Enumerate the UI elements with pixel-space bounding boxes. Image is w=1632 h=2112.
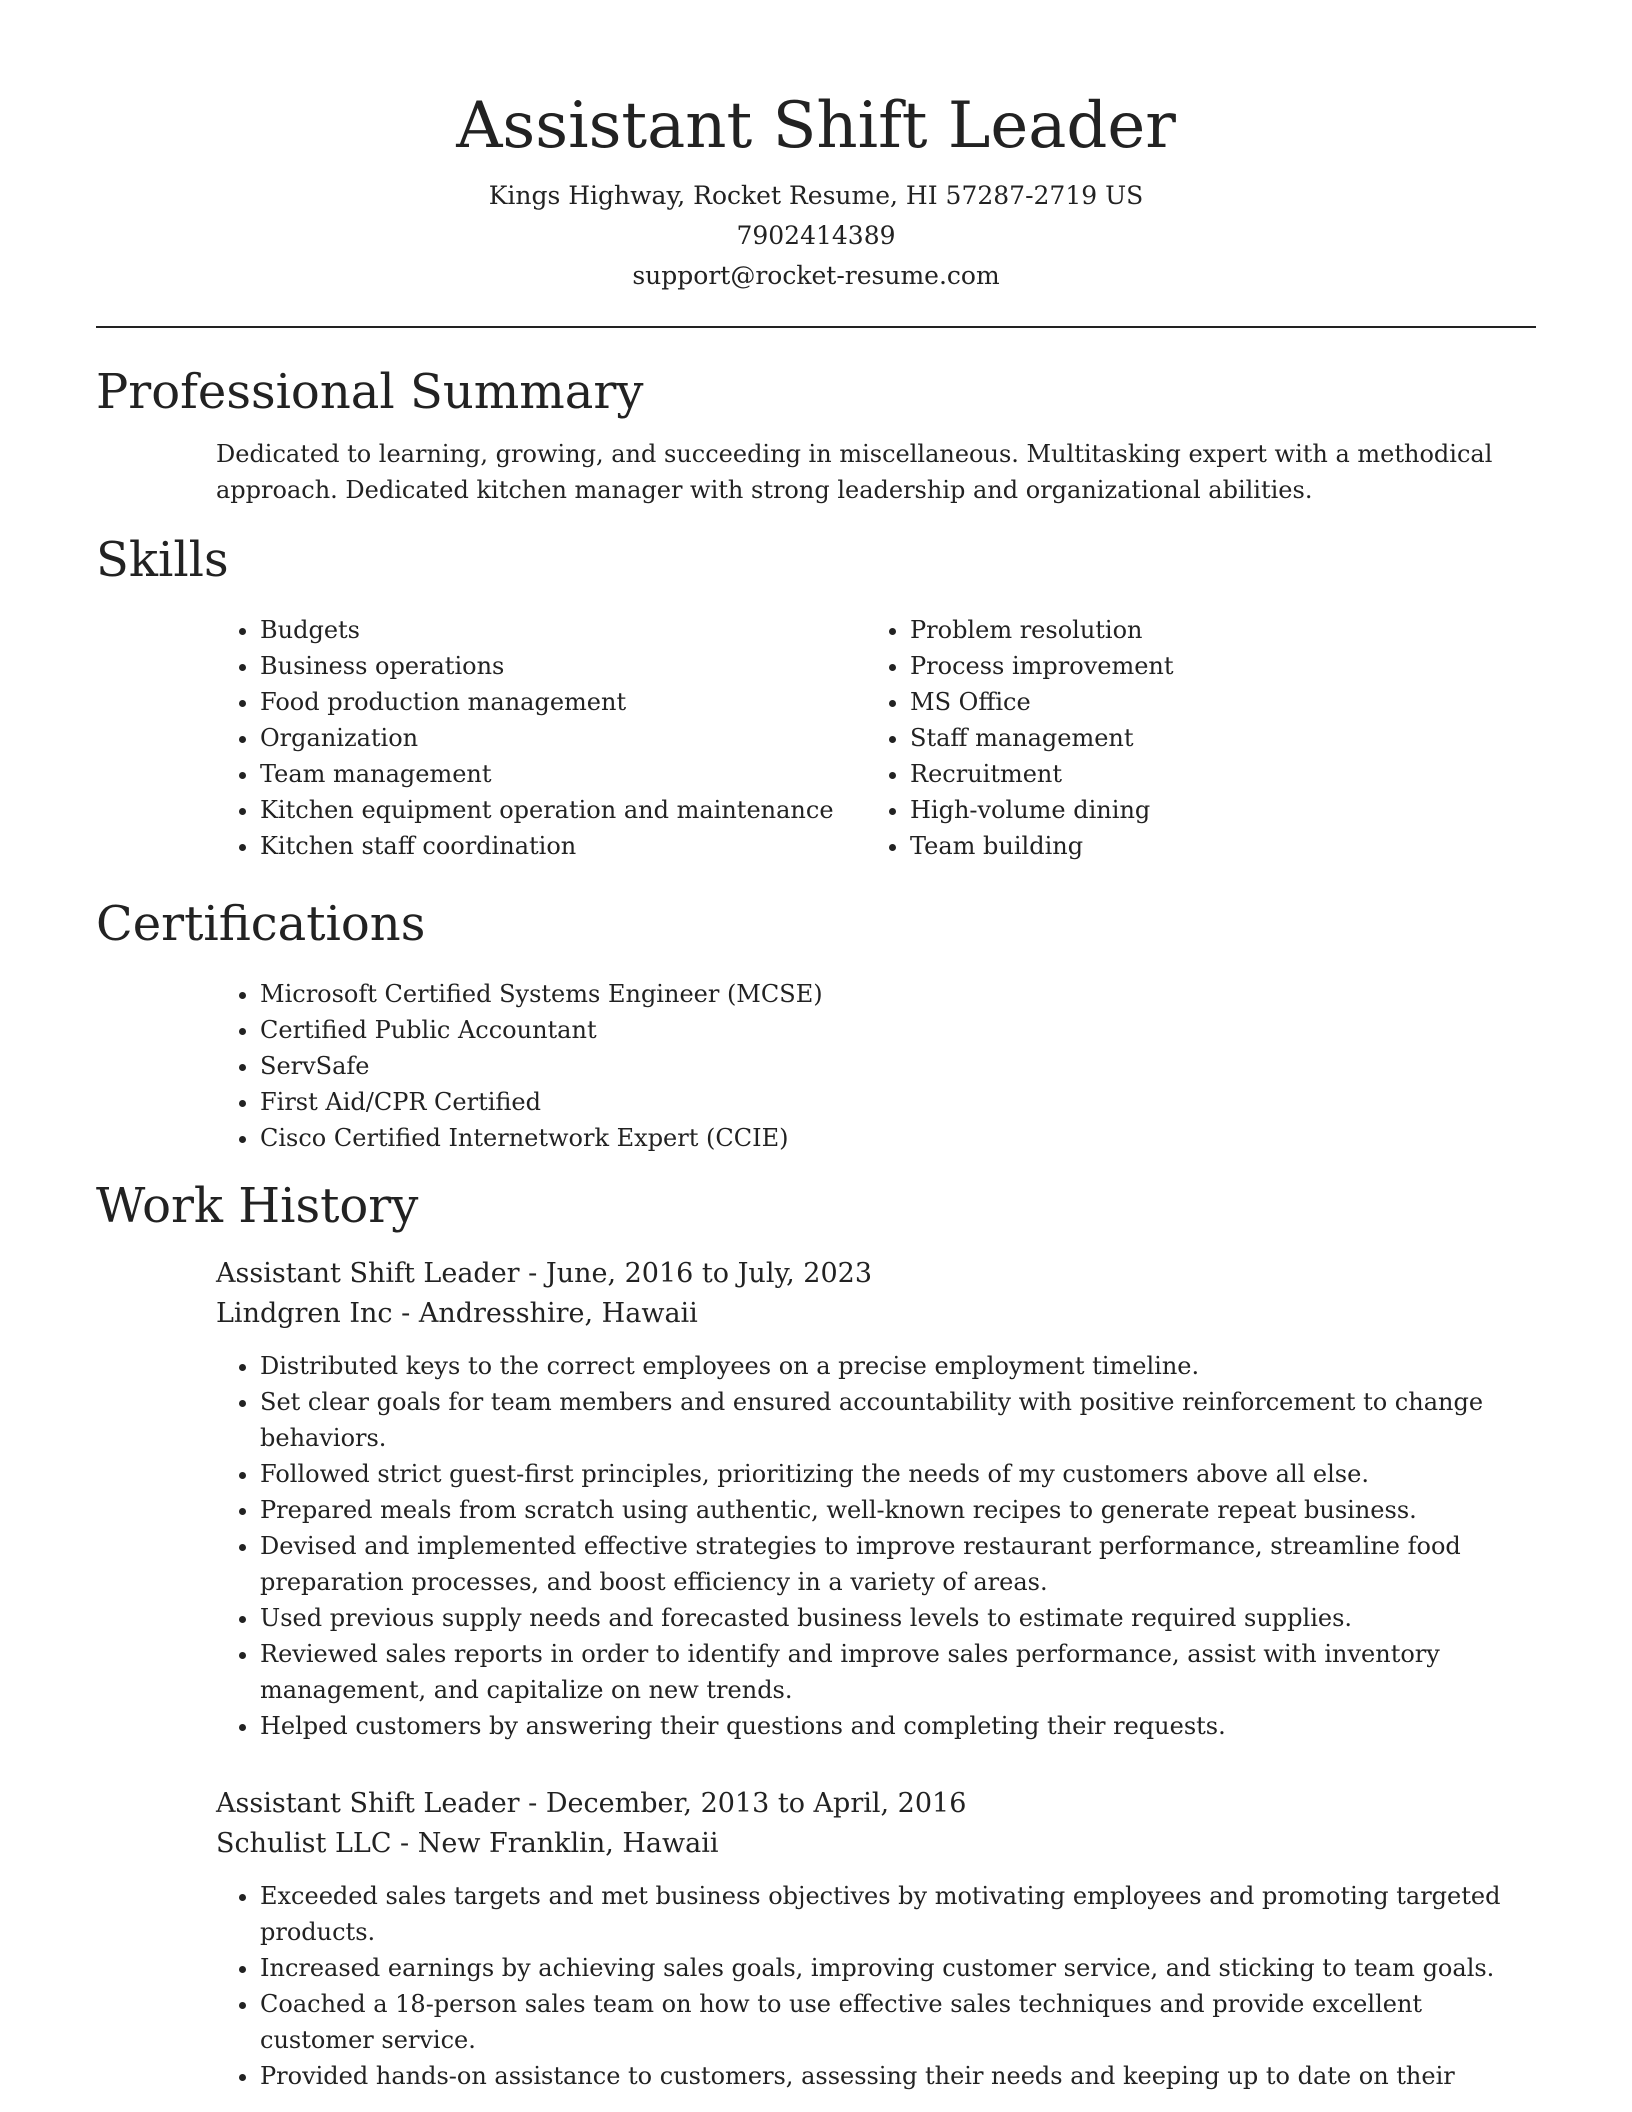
address: Kings Highway, Rocket Resume, HI 57287-2719 US (488, 181, 1144, 210)
skill-item: • Process improvement (910, 648, 1516, 684)
certification-item: • ServSafe (260, 1048, 1536, 1084)
skill-item: • Food production management (260, 684, 866, 720)
job-company-line: Lindgren Inc - Andresshire, Hawaii (216, 1298, 698, 1329)
skill-item: • Staff management (910, 720, 1516, 756)
skill-item: • Recruitment (910, 756, 1516, 792)
skills-title: Skills (96, 532, 229, 588)
certifications-section (96, 894, 1536, 1156)
certifications-list (216, 976, 1536, 1156)
skill-item: • Organization (260, 720, 866, 756)
job-company-line: Schulist LLC - New Franklin, Hawaii (216, 1828, 719, 1859)
certification-item: • Certified Public Accountant (260, 1012, 1536, 1048)
job-bullet: • Prepared meals from scratch using authentic, well-known recipes to generate repeat business. (260, 1492, 1536, 1528)
skill-item: • Business operations (260, 648, 866, 684)
skill-item: • Kitchen equipment operation and maintenance (260, 792, 866, 828)
job-title-line: Assistant Shift Leader - June, 2016 to July, 2023 (216, 1258, 873, 1289)
candidate-name: Assistant Shift Leader (456, 89, 1176, 163)
job-bullet: • Helped customers by answering their questions and completing their requests. (260, 1708, 1536, 1744)
job-bullet: • Coached a 18-person sales team on how to use effective sales techniques and provide excellent customer service. (260, 1986, 1536, 2058)
job-entry (96, 1254, 1536, 1744)
email: support@rocket-resume.com (632, 261, 1000, 290)
phone: 7902414389 (736, 221, 896, 250)
skill-item: • Team management (260, 756, 866, 792)
job-bullet: • Provided hands-on assistance to customers, assessing their needs and keeping up to date on their (260, 2058, 1536, 2094)
skill-item: • Kitchen staff coordination (260, 828, 866, 864)
certification-item: • Cisco Certified Internetwork Expert (CCIE) (260, 1120, 1536, 1156)
summary-text: Dedicated to learning, growing, and succeeding in miscellaneous. Multitasking expert with a methodical approach. Dedicated kitchen manager with strong leadership and organizational abilities. (216, 440, 1493, 504)
skills-columns (216, 612, 1536, 864)
job-bullet: • Set clear goals for team members and ensured accountability with positive reinforcement to change behaviors. (260, 1384, 1536, 1456)
summary-section (96, 362, 1536, 508)
header-divider (96, 326, 1536, 328)
skill-item: • Team building (910, 828, 1516, 864)
summary-title: Professional Summary (96, 364, 644, 420)
job-bullet: • Reviewed sales reports in order to identify and improve sales performance, assist with inventory management, and capitalize on new trends. (260, 1636, 1536, 1708)
job-bullets (216, 1878, 1536, 2094)
skills-column-left (216, 612, 866, 864)
skills-section (96, 530, 1536, 864)
skill-item: • Problem resolution (910, 612, 1516, 648)
contact-block (96, 176, 1536, 296)
work-history-section (96, 1176, 1536, 2094)
job-bullet: • Devised and implemented effective strategies to improve restaurant performance, streamline food preparation processes, and boost efficiency in a variety of areas. (260, 1528, 1536, 1600)
job-bullet: • Followed strict guest-first principles, prioritizing the needs of my customers above all else. (260, 1456, 1536, 1492)
resume-page (96, 0, 1536, 2094)
job-bullet: • Used previous supply needs and forecasted business levels to estimate required supplies. (260, 1600, 1536, 1636)
job-bullet: • Distributed keys to the correct employees on a precise employment timeline. (260, 1348, 1536, 1384)
skill-item: • High-volume dining (910, 792, 1516, 828)
work-history-title: Work History (96, 1178, 419, 1234)
job-bullet: • Exceeded sales targets and met business objectives by motivating employees and promoting targeted products. (260, 1878, 1536, 1950)
job-bullet: • Increased earnings by achieving sales goals, improving customer service, and sticking to team goals. (260, 1950, 1536, 1986)
skills-column-right (866, 612, 1516, 864)
job-title-line: Assistant Shift Leader - December, 2013 to April, 2016 (216, 1788, 967, 1819)
certification-item: • Microsoft Certified Systems Engineer (MCSE) (260, 976, 1536, 1012)
skill-item: • MS Office (910, 684, 1516, 720)
certifications-title: Certifications (96, 896, 426, 952)
resume-header (96, 0, 1536, 296)
job-bullets (216, 1348, 1536, 1744)
certification-item: • First Aid/CPR Certified (260, 1084, 1536, 1120)
job-entry (96, 1784, 1536, 2094)
skill-item: • Budgets (260, 612, 866, 648)
